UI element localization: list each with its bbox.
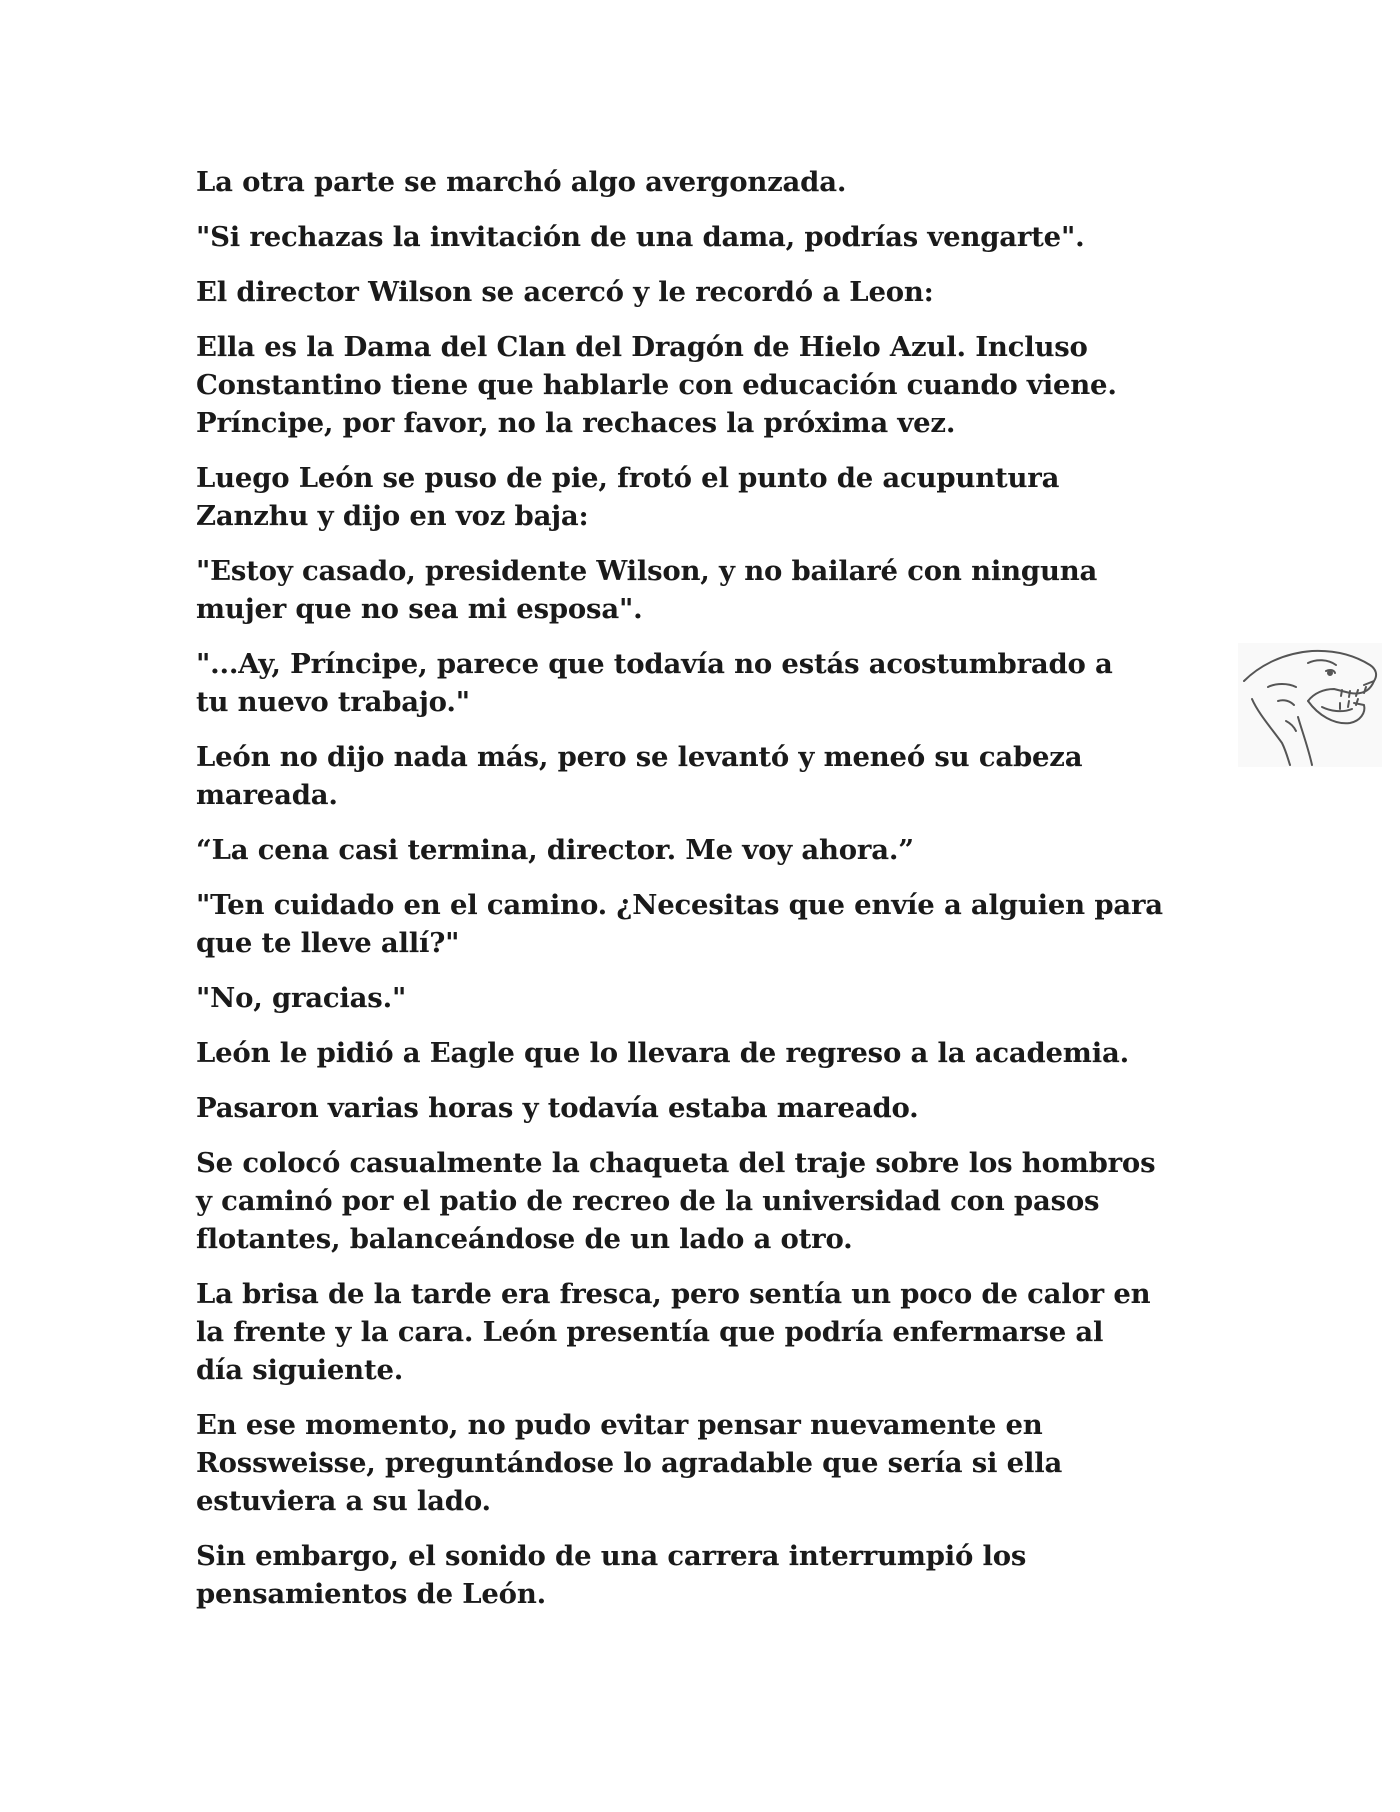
paragraph: "No, gracias." [196, 982, 407, 1014]
paragraph: "Ten cuidado en el camino. ¿Necesitas que envíe a alguien para que te lleve allí?" [196, 889, 1163, 959]
document-body [196, 163, 1216, 1630]
paragraph: Sin embargo, el sonido de una carrera interrumpió los pensamientos de León. [196, 1540, 1027, 1610]
paragraph: “La cena casi termina, director. Me voy ahora.” [196, 834, 914, 866]
paragraph: Luego León se puso de pie, frotó el punto de acupuntura Zanzhu y dijo en voz baja: [196, 462, 1060, 532]
paragraph: "...Ay, Príncipe, parece que todavía no estás acostumbrado a tu nuevo trabajo." [196, 648, 1113, 718]
paragraph: El director Wilson se acercó y le recordó a Leon: [196, 276, 934, 308]
paragraph: León no dijo nada más, pero se levantó y meneó su cabeza mareada. [196, 741, 1083, 811]
paragraph: "Si rechazas la invitación de una dama, podrías vengarte". [196, 221, 1085, 253]
paragraph: León le pidió a Eagle que lo llevara de regreso a la academia. [196, 1037, 1129, 1069]
dinosaur-head-icon [1238, 643, 1382, 767]
paragraph: Pasaron varias horas y todavía estaba mareado. [196, 1092, 919, 1124]
paragraph: "Estoy casado, presidente Wilson, y no bailaré con ninguna mujer que no sea mi esposa". [196, 555, 1098, 625]
paragraph: Se colocó casualmente la chaqueta del traje sobre los hombros y caminó por el patio de recreo de la universidad con pasos flotantes, balanceándose de un lado a otro. [196, 1147, 1156, 1255]
paragraph: En ese momento, no pudo evitar pensar nuevamente en Rossweisse, preguntándose lo agradable que sería si ella estuviera a su lado. [196, 1409, 1063, 1517]
paragraph: La otra parte se marchó algo avergonzada. [196, 166, 847, 198]
paragraph: La brisa de la tarde era fresca, pero sentía un poco de calor en la frente y la cara. León presentía que podría enfermarse al día siguiente. [196, 1278, 1151, 1386]
paragraph: Ella es la Dama del Clan del Dragón de Hielo Azul. Incluso Constantino tiene que hablarle con educación cuando viene. Príncipe, por favor, no la rechaces la próxima vez. [196, 331, 1117, 439]
